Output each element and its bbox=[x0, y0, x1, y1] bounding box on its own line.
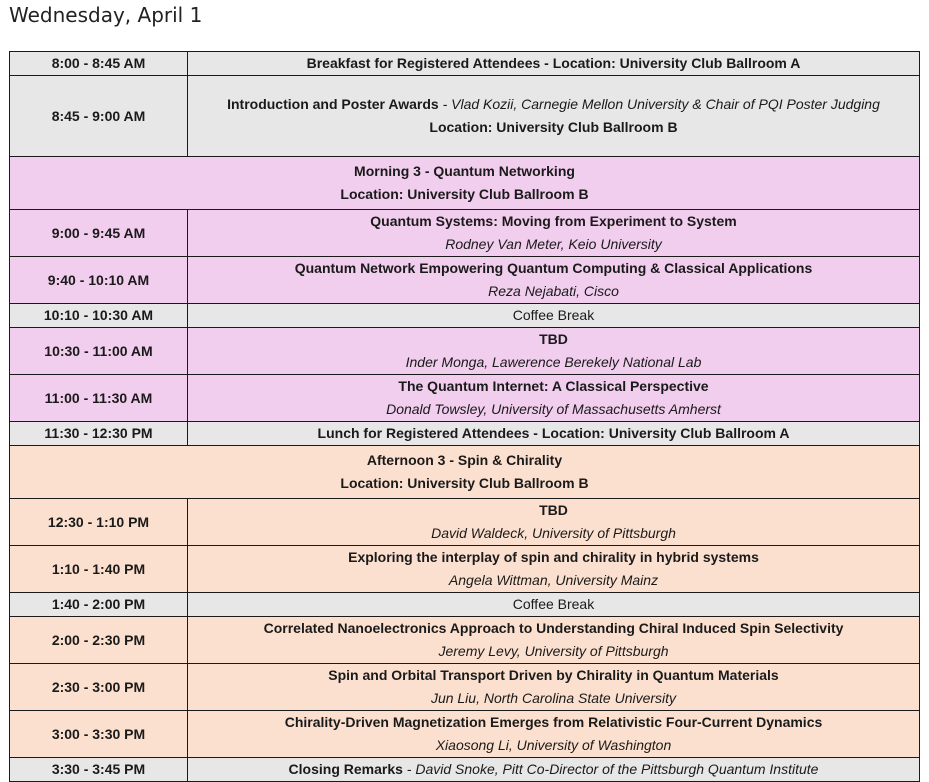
session-cell bbox=[188, 52, 920, 76]
table-row bbox=[10, 52, 920, 76]
talk-cell bbox=[188, 664, 920, 711]
time-cell: 1:10 - 1:40 PM bbox=[10, 546, 188, 593]
section-location: Location: University Club Ballroom B bbox=[340, 186, 589, 202]
table-row bbox=[10, 257, 920, 304]
section-location: Location: University Club Ballroom B bbox=[340, 475, 589, 491]
talk-cell bbox=[188, 617, 920, 664]
table-row bbox=[10, 422, 920, 446]
schedule-table bbox=[9, 51, 920, 782]
talk-speaker: Jun Liu, North Carolina State University bbox=[430, 690, 677, 706]
talk-cell bbox=[188, 210, 920, 257]
session-cell bbox=[188, 758, 920, 782]
table-row bbox=[10, 617, 920, 664]
talk-speaker: Jeremy Levy, University of Pittsburgh bbox=[438, 643, 669, 659]
table-row bbox=[10, 76, 920, 157]
time-cell: 3:30 - 3:45 PM bbox=[10, 758, 188, 782]
talk-title: TBD bbox=[539, 502, 568, 518]
time-cell: 8:45 - 9:00 AM bbox=[10, 76, 188, 157]
session-cell bbox=[188, 422, 920, 446]
table-row bbox=[10, 375, 920, 422]
time-cell: 10:10 - 10:30 AM bbox=[10, 304, 188, 328]
talk-title: Quantum Systems: Moving from Experiment to System bbox=[370, 213, 737, 229]
table-row bbox=[10, 499, 920, 546]
talk-cell bbox=[188, 711, 920, 758]
talk-cell bbox=[188, 257, 920, 304]
session-speaker: - Vlad Kozii, Carnegie Mellon University & Chair of PQI Poster Judging bbox=[438, 96, 880, 112]
break-cell: Coffee Break bbox=[188, 304, 920, 328]
time-cell: 8:00 - 8:45 AM bbox=[10, 52, 188, 76]
talk-title: Correlated Nanoelectronics Approach to Understanding Chiral Induced Spin Selectivity bbox=[263, 620, 844, 636]
talk-speaker: Rodney Van Meter, Keio University bbox=[445, 236, 662, 252]
time-cell: 9:00 - 9:45 AM bbox=[10, 210, 188, 257]
time-cell: 2:30 - 3:00 PM bbox=[10, 664, 188, 711]
session-title: Breakfast for Registered Attendees - Location: University Club Ballroom A bbox=[306, 55, 801, 71]
talk-cell bbox=[188, 375, 920, 422]
talk-cell bbox=[188, 499, 920, 546]
talk-title: Quantum Network Empowering Quantum Computing & Classical Applications bbox=[294, 260, 813, 276]
time-cell: 1:40 - 2:00 PM bbox=[10, 593, 188, 617]
table-row bbox=[10, 758, 920, 782]
page-title: Wednesday, April 1 bbox=[9, 3, 203, 27]
talk-speaker: Angela Wittman, University Mainz bbox=[448, 572, 659, 588]
table-row bbox=[10, 328, 920, 375]
talk-title: Chirality-Driven Magnetization Emerges from Relativistic Four-Current Dynamics bbox=[284, 714, 823, 730]
time-cell: 3:00 - 3:30 PM bbox=[10, 711, 188, 758]
break-cell: Coffee Break bbox=[188, 593, 920, 617]
time-cell: 9:40 - 10:10 AM bbox=[10, 257, 188, 304]
table-row bbox=[10, 304, 920, 328]
time-cell: 11:00 - 11:30 AM bbox=[10, 375, 188, 422]
time-cell: 10:30 - 11:00 AM bbox=[10, 328, 188, 375]
talk-speaker: Reza Nejabati, Cisco bbox=[488, 283, 619, 299]
session-location: Location: University Club Ballroom B bbox=[429, 119, 678, 135]
time-cell: 12:30 - 1:10 PM bbox=[10, 499, 188, 546]
time-cell: 11:30 - 12:30 PM bbox=[10, 422, 188, 446]
talk-cell bbox=[188, 328, 920, 375]
table-row bbox=[10, 664, 920, 711]
talk-cell bbox=[188, 546, 920, 593]
table-row bbox=[10, 210, 920, 257]
session-speaker: - David Snoke, Pitt Co-Director of the Pittsburgh Quantum Institute bbox=[402, 761, 819, 777]
talk-speaker: David Waldeck, University of Pittsburgh bbox=[431, 525, 676, 541]
section-header-row bbox=[10, 446, 920, 499]
session-title: Closing Remarks bbox=[288, 761, 403, 777]
table-row bbox=[10, 546, 920, 593]
section-title: Afternoon 3 - Spin & Chirality bbox=[366, 452, 563, 468]
talk-title: The Quantum Internet: A Classical Perspective bbox=[398, 378, 709, 394]
talk-title: Exploring the interplay of spin and chirality in hybrid systems bbox=[348, 549, 759, 565]
session-title: Introduction and Poster Awards bbox=[227, 96, 439, 112]
session-cell bbox=[188, 76, 920, 157]
talk-speaker: Donald Towsley, University of Massachusetts Amherst bbox=[386, 401, 721, 417]
time-cell: 2:00 - 2:30 PM bbox=[10, 617, 188, 664]
section-header-row bbox=[10, 157, 920, 210]
section-header-cell bbox=[10, 157, 920, 210]
table-row bbox=[10, 711, 920, 758]
talk-speaker: Inder Monga, Lawerence Berekely National Lab bbox=[405, 354, 702, 370]
talk-speaker: Xiaosong Li, University of Washington bbox=[435, 737, 672, 753]
section-title: Morning 3 - Quantum Networking bbox=[354, 163, 575, 179]
table-row bbox=[10, 593, 920, 617]
talk-title: Spin and Orbital Transport Driven by Chirality in Quantum Materials bbox=[328, 667, 779, 683]
section-header-cell bbox=[10, 446, 920, 499]
session-title: Lunch for Registered Attendees - Location: University Club Ballroom A bbox=[317, 425, 790, 441]
talk-title: TBD bbox=[539, 331, 568, 347]
